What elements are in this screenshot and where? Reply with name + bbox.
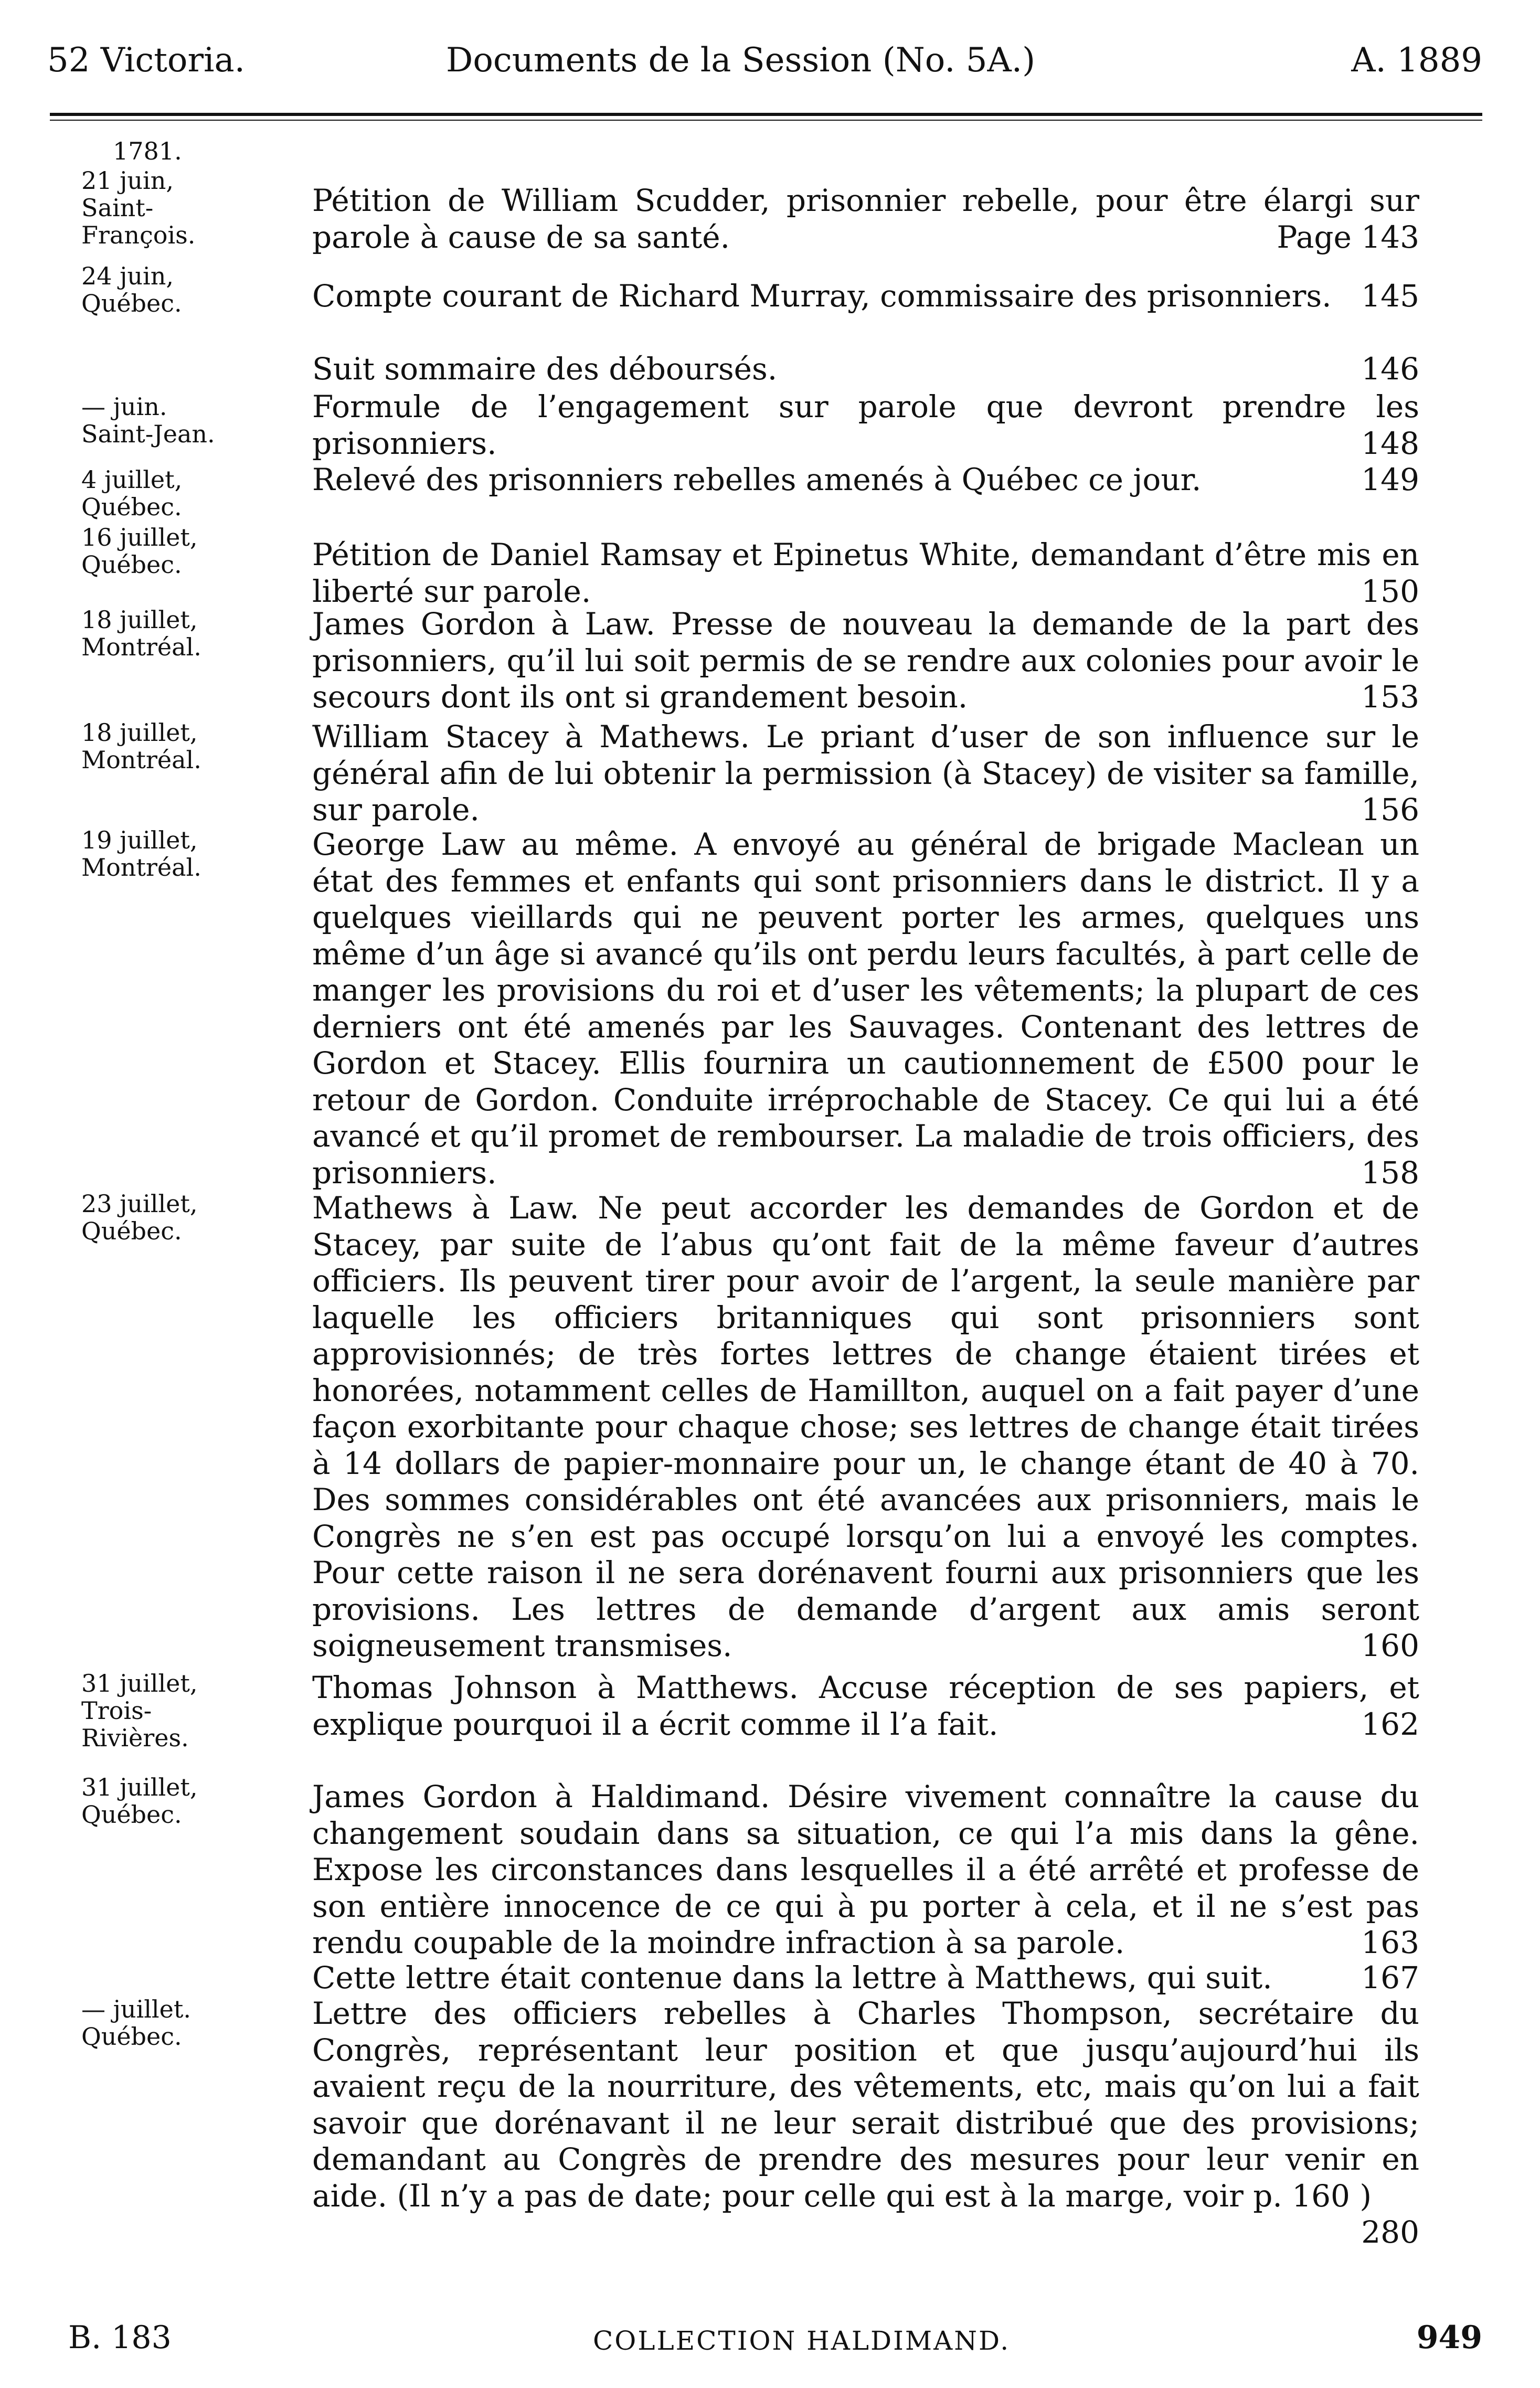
entry-margin <box>81 466 254 521</box>
entry-text <box>312 606 1419 716</box>
entry-page-ref: 146 <box>1361 351 1419 387</box>
entry-text <box>312 1779 1419 1961</box>
year-label: 1781. <box>113 137 182 165</box>
entry-date: 18 juillet, <box>81 606 198 634</box>
entry-margin <box>81 719 254 773</box>
header-rule-thick <box>50 113 1482 116</box>
header-title: Documents de la Session (No. 5A.) <box>446 41 1036 80</box>
page-footer <box>47 2319 1482 2366</box>
entry-description: Suit sommaire des déboursés. <box>312 351 778 387</box>
entry-page-ref: 153 <box>1361 679 1419 715</box>
entry-text <box>312 351 1419 388</box>
entry-place: Montréal. <box>81 633 201 661</box>
entry-place: Trois- <box>81 1696 152 1725</box>
entry-description: William Stacey à Mathews. Le priant d’user de son influence sur le général afin de lui obtenir la permission (à Stacey) de visiter sa famille, sur parole. <box>312 719 1419 827</box>
entry-date: 4 juillet, <box>81 465 183 494</box>
entry-page-ref: 150 <box>1361 573 1419 609</box>
entry-description: James Gordon à Law. Presse de nouveau la demande de la part des prisonniers, qu’il lui soit permis de se rendre aux colonies pour avoir le secours dont ils ont si grandement besoin. <box>312 606 1419 715</box>
entry-page-ref: 160 <box>1361 1628 1419 1663</box>
entry-place: Montréal. <box>81 853 201 882</box>
entry-page-ref: 145 <box>1361 278 1419 314</box>
entry-page-ref: 280 <box>1361 2214 1419 2250</box>
entry-date: 31 juillet, <box>81 1669 198 1697</box>
entry-place: Québec. <box>81 1800 182 1829</box>
entry-description: Compte courant de Richard Murray, commissaire des prisonniers. <box>312 278 1332 314</box>
entry-page-ref: 156 <box>1361 792 1419 827</box>
entry-margin <box>81 1996 254 2050</box>
entry-place: Saint-Jean. <box>81 420 215 448</box>
entry-text <box>312 826 1419 1191</box>
entry-place: Québec. <box>81 493 182 521</box>
entry-place: Québec. <box>81 2022 182 2051</box>
header-year: A. 1889 <box>1351 41 1482 80</box>
entry-page-ref: 148 <box>1361 425 1419 461</box>
entry-margin <box>81 1670 254 1752</box>
entry-date: 19 juillet, <box>81 826 198 854</box>
entry-date: 23 juillet, <box>81 1190 198 1218</box>
entry-text <box>312 1960 1419 1997</box>
entry-date: 31 juillet, <box>81 1773 198 1801</box>
entry-description: James Gordon à Haldimand. Désire vivement connaître la cause du changement soudain dans sa situation, ce qui l’a mis dans la gêne. Expose les circonstances dans lesquelles il a été arrêté et professe de son entière innocence de ce qui à pu porter à cela, et il ne s’est pas rendu coupable de la moindre infraction à sa parole. <box>312 1779 1419 1960</box>
footer-page-number: 949 <box>1416 2319 1482 2356</box>
entry-margin <box>81 826 254 881</box>
entry-description: Mathews à Law. Ne peut accorder les demandes de Gordon et de Stacey, par suite de l’abus qu’ont fait de la même faveur d’autres officiers. Ils peuvent tirer pour avoir de l’argent, la seule manière par laquelle les officiers britanniques qui sont prisonniers sont approvisionnés; de très fortes lettres de change étaient tirées et honorées, notamment celles de Hamillton, auquel on a fait payer d’une façon exorbitante pour chaque chose; ses lettres de change était tirées à 14 dollars de papier-monnaire pour un, le change étant de 40 à 70. Des sommes considérables ont été avancées aux prisonniers, mais le Congrès ne s’en est pas occupé lorsqu’on lui a envoyé les comptes. Pour cette raison il ne sera dorénavent fourni aux prisonniers que les provisions. Les lettres de demande d’argent aux amis seront soigneusement transmises. <box>312 1190 1419 1663</box>
entry-margin <box>81 1774 254 1828</box>
entry-place: Québec. <box>81 289 182 317</box>
entry-description: Pétition de Daniel Ramsay et Epinetus White, demandant d’être mis en liberté sur parole. <box>312 537 1419 609</box>
entry-text <box>312 1996 1419 2251</box>
entry-page-ref: 162 <box>1361 1706 1419 1742</box>
entry-description: Formule de l’engagement sur parole que devront prendre les prisonniers. <box>312 389 1419 461</box>
entry-date: 24 juin, <box>81 262 174 290</box>
footer-collection: COLLECTION HALDIMAND. <box>593 2326 1011 2356</box>
footer-volume: B. 183 <box>68 2319 172 2356</box>
entry-text <box>312 537 1419 610</box>
page-header <box>47 41 1482 99</box>
entry-description: Pétition de William Scudder, prisonnier rebelle, pour être élargi sur parole à cause de sa santé. <box>312 183 1419 255</box>
entry-page-ref: Page 143 <box>1277 219 1419 255</box>
entry-page-ref: 158 <box>1361 1154 1419 1191</box>
header-rule-thin <box>50 120 1482 121</box>
entry-margin <box>81 262 254 317</box>
entry-date: — juin. <box>81 392 167 421</box>
entry-date: 18 juillet, <box>81 718 198 747</box>
entry-place: Québec. <box>81 1217 182 1245</box>
entry-description: Cette lettre était contenue dans la lettre à Matthews, qui suit. <box>312 1960 1272 1996</box>
entry-place: François. <box>81 221 196 249</box>
entry-description: Lettre des officiers rebelles à Charles Thompson, secrétaire du Congrès, représentant leur position et que jusqu’aujourd’hui ils avaient reçu de la nourriture, des vêtements, etc, mais qu’on lui a fait savoir que dorénavant il ne leur serait distribué que des provisions; demandant au Congrès de prendre des mesures pour leur venir en aide. (Il n’y a pas de date; pour celle qui est à la marge, voir p. 160 ) <box>312 1996 1419 2214</box>
entry-text <box>312 183 1419 256</box>
entry-page-ref: 163 <box>1361 1925 1419 1960</box>
entry-text <box>312 1190 1419 1664</box>
entry-margin <box>81 1190 254 1245</box>
entry-text <box>312 462 1419 498</box>
entry-description: George Law au même. A envoyé au général de brigade Maclean un état des femmes et enfants qui sont prisonniers dans le district. Il y a quelques vieillards qui ne peuvent porter les armes, quelques uns même d’un âge si avancé qu’ils ont perdu leurs facultés, à part celle de manger les provisions du roi et d’user les vêtements; la plupart de ces derniers ont été amenés par les Sauvages. Contenant des lettres de Gordon et Stacey. Ellis fournira un cautionnement de £500 pour le retour de Gordon. Conduite irréprochable de Stacey. Ce qui lui a été avancé et qu’il promet de rembourser. La maladie de trois officiers, des prisonniers. <box>312 826 1419 1191</box>
entry-date: 16 juillet, <box>81 523 198 551</box>
entry-text <box>312 389 1419 462</box>
entry-description: Thomas Johnson à Matthews. Accuse réception de ses papiers, et explique pourquoi il a écrit comme il l’a fait. <box>312 1670 1419 1742</box>
entry-margin <box>81 606 254 661</box>
entry-description: Relevé des prisonniers rebelles amenés à Québec ce jour. <box>312 462 1202 497</box>
entry-margin <box>81 393 254 448</box>
entry-place: Montréal. <box>81 746 201 774</box>
entry-place: Québec. <box>81 550 182 579</box>
entry-date: — juillet. <box>81 1995 191 2023</box>
entry-text <box>312 719 1419 829</box>
entry-date: 21 juin, <box>81 166 174 195</box>
entry-margin <box>81 167 254 249</box>
entry-page-ref: 149 <box>1361 462 1419 497</box>
entry-text <box>312 1670 1419 1743</box>
entry-place: Saint- <box>81 194 154 222</box>
entry-text <box>312 278 1419 315</box>
entry-place: Rivières. <box>81 1724 189 1752</box>
header-session: 52 Victoria. <box>47 41 245 80</box>
entry-page-ref: 167 <box>1361 1960 1419 1996</box>
entry-margin <box>81 524 254 578</box>
